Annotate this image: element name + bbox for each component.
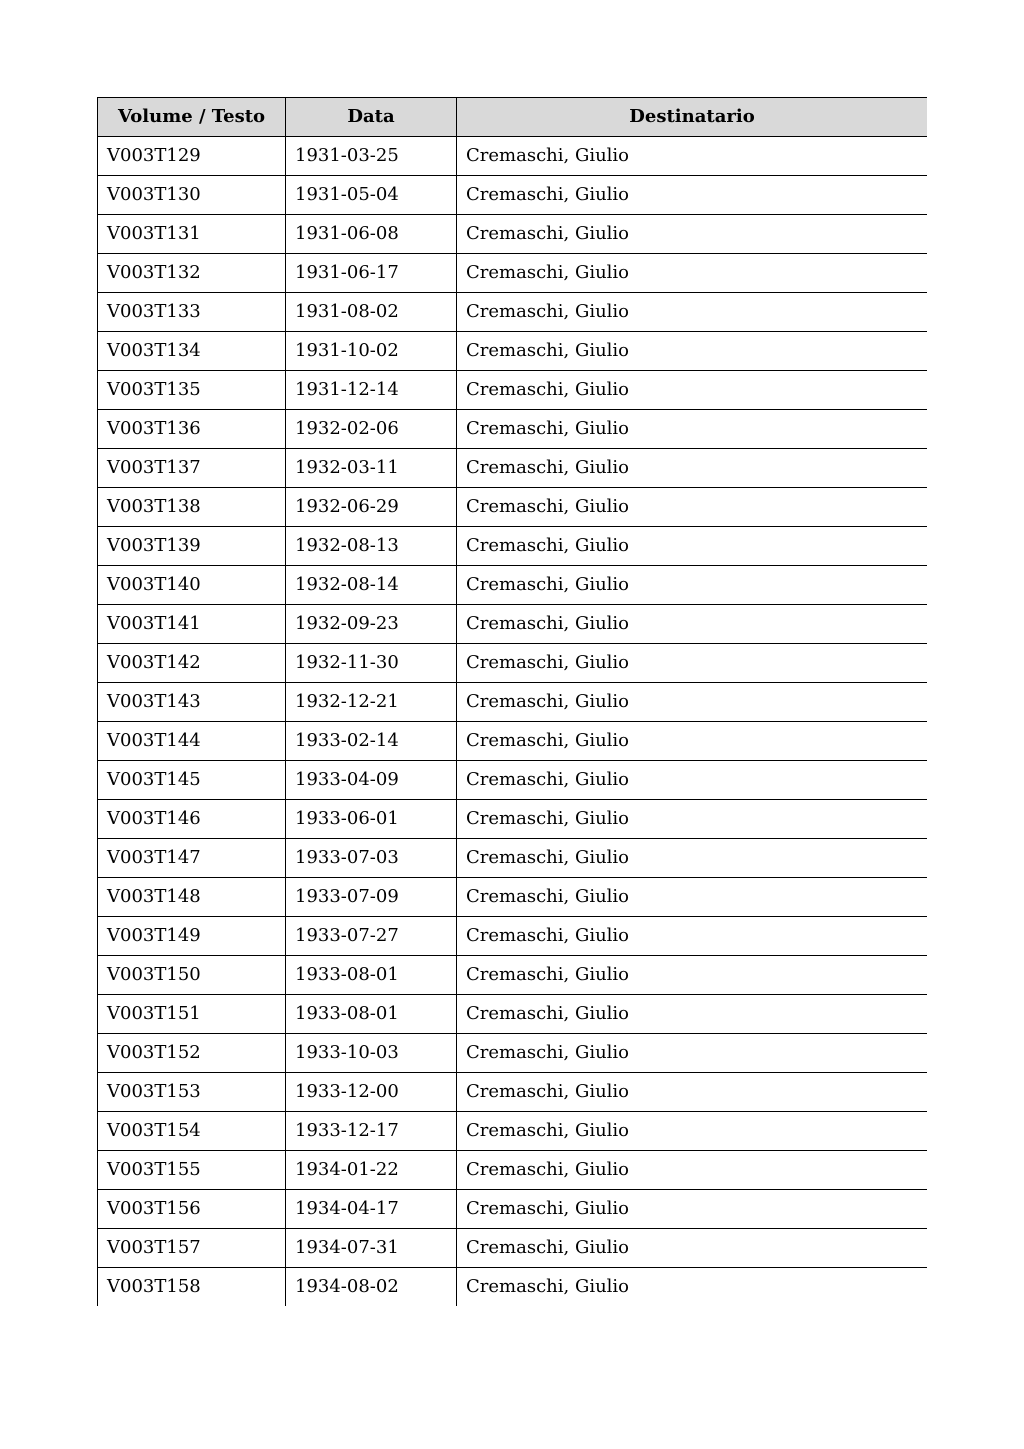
table-row (98, 137, 928, 176)
destinatario-cell: Cremaschi, Giulio (457, 839, 928, 878)
data-cell: 1934-08-02 (286, 1268, 457, 1307)
volume-testo-cell: V003T134 (98, 332, 286, 371)
destinatario-cell: Cremaschi, Giulio (457, 1190, 928, 1229)
data-cell: 1932-12-21 (286, 683, 457, 722)
table-body (98, 137, 928, 1307)
volume-testo-cell: V003T136 (98, 410, 286, 449)
destinatario-cell: Cremaschi, Giulio (457, 410, 928, 449)
table-row (98, 956, 928, 995)
data-cell: 1933-12-00 (286, 1073, 457, 1112)
destinatario-cell: Cremaschi, Giulio (457, 332, 928, 371)
data-cell: 1931-06-08 (286, 215, 457, 254)
destinatario-cell: Cremaschi, Giulio (457, 761, 928, 800)
destinatario-cell: Cremaschi, Giulio (457, 1034, 928, 1073)
volume-testo-cell: V003T158 (98, 1268, 286, 1307)
letters-table (97, 97, 927, 1306)
destinatario-cell: Cremaschi, Giulio (457, 1112, 928, 1151)
table-row (98, 1151, 928, 1190)
destinatario-cell: Cremaschi, Giulio (457, 254, 928, 293)
header-data: Data (286, 98, 457, 137)
data-cell: 1931-06-17 (286, 254, 457, 293)
destinatario-cell: Cremaschi, Giulio (457, 722, 928, 761)
table-row (98, 917, 928, 956)
table-row (98, 176, 928, 215)
data-cell: 1933-06-01 (286, 800, 457, 839)
table-row (98, 371, 928, 410)
volume-testo-cell: V003T138 (98, 488, 286, 527)
destinatario-cell: Cremaschi, Giulio (457, 1073, 928, 1112)
data-cell: 1933-04-09 (286, 761, 457, 800)
volume-testo-cell: V003T141 (98, 605, 286, 644)
destinatario-cell: Cremaschi, Giulio (457, 917, 928, 956)
data-cell: 1932-09-23 (286, 605, 457, 644)
volume-testo-cell: V003T145 (98, 761, 286, 800)
data-cell: 1931-05-04 (286, 176, 457, 215)
destinatario-cell: Cremaschi, Giulio (457, 566, 928, 605)
destinatario-cell: Cremaschi, Giulio (457, 800, 928, 839)
destinatario-cell: Cremaschi, Giulio (457, 293, 928, 332)
volume-testo-cell: V003T135 (98, 371, 286, 410)
data-cell: 1933-02-14 (286, 722, 457, 761)
volume-testo-cell: V003T146 (98, 800, 286, 839)
table-row (98, 722, 928, 761)
volume-testo-cell: V003T144 (98, 722, 286, 761)
volume-testo-cell: V003T156 (98, 1190, 286, 1229)
destinatario-cell: Cremaschi, Giulio (457, 1268, 928, 1307)
destinatario-cell: Cremaschi, Giulio (457, 995, 928, 1034)
table-row (98, 332, 928, 371)
data-cell: 1932-06-29 (286, 488, 457, 527)
volume-testo-cell: V003T154 (98, 1112, 286, 1151)
destinatario-cell: Cremaschi, Giulio (457, 956, 928, 995)
volume-testo-cell: V003T133 (98, 293, 286, 332)
volume-testo-cell: V003T150 (98, 956, 286, 995)
destinatario-cell: Cremaschi, Giulio (457, 605, 928, 644)
header-destinatario: Destinatario (457, 98, 928, 137)
header-volume-testo: Volume / Testo (98, 98, 286, 137)
table-row (98, 1229, 928, 1268)
data-cell: 1932-11-30 (286, 644, 457, 683)
destinatario-cell: Cremaschi, Giulio (457, 371, 928, 410)
table-row (98, 878, 928, 917)
data-cell: 1933-07-03 (286, 839, 457, 878)
data-cell: 1934-07-31 (286, 1229, 457, 1268)
table-row (98, 1190, 928, 1229)
table-row (98, 527, 928, 566)
destinatario-cell: Cremaschi, Giulio (457, 1151, 928, 1190)
data-cell: 1931-08-02 (286, 293, 457, 332)
volume-testo-cell: V003T147 (98, 839, 286, 878)
table-row (98, 1112, 928, 1151)
table-row (98, 488, 928, 527)
destinatario-cell: Cremaschi, Giulio (457, 176, 928, 215)
data-cell: 1933-07-09 (286, 878, 457, 917)
table-row (98, 1073, 928, 1112)
data-cell: 1934-01-22 (286, 1151, 457, 1190)
volume-testo-cell: V003T151 (98, 995, 286, 1034)
destinatario-cell: Cremaschi, Giulio (457, 215, 928, 254)
data-cell: 1932-02-06 (286, 410, 457, 449)
table-row (98, 254, 928, 293)
header-row (98, 98, 928, 137)
volume-testo-cell: V003T143 (98, 683, 286, 722)
volume-testo-cell: V003T152 (98, 1034, 286, 1073)
table-row (98, 293, 928, 332)
data-cell: 1931-03-25 (286, 137, 457, 176)
data-cell: 1932-08-13 (286, 527, 457, 566)
destinatario-cell: Cremaschi, Giulio (457, 878, 928, 917)
volume-testo-cell: V003T142 (98, 644, 286, 683)
volume-testo-cell: V003T140 (98, 566, 286, 605)
table-row (98, 644, 928, 683)
volume-testo-cell: V003T149 (98, 917, 286, 956)
destinatario-cell: Cremaschi, Giulio (457, 137, 928, 176)
table-row (98, 410, 928, 449)
table-row (98, 449, 928, 488)
table-row (98, 215, 928, 254)
volume-testo-cell: V003T132 (98, 254, 286, 293)
volume-testo-cell: V003T130 (98, 176, 286, 215)
volume-testo-cell: V003T153 (98, 1073, 286, 1112)
data-cell: 1933-08-01 (286, 995, 457, 1034)
table-row (98, 566, 928, 605)
letters-table-container (97, 97, 927, 1312)
destinatario-cell: Cremaschi, Giulio (457, 1229, 928, 1268)
destinatario-cell: Cremaschi, Giulio (457, 488, 928, 527)
volume-testo-cell: V003T157 (98, 1229, 286, 1268)
data-cell: 1932-03-11 (286, 449, 457, 488)
destinatario-cell: Cremaschi, Giulio (457, 449, 928, 488)
volume-testo-cell: V003T148 (98, 878, 286, 917)
volume-testo-cell: V003T155 (98, 1151, 286, 1190)
data-cell: 1932-08-14 (286, 566, 457, 605)
data-cell: 1933-08-01 (286, 956, 457, 995)
data-cell: 1933-10-03 (286, 1034, 457, 1073)
data-cell: 1931-10-02 (286, 332, 457, 371)
volume-testo-cell: V003T137 (98, 449, 286, 488)
table-row (98, 800, 928, 839)
volume-testo-cell: V003T139 (98, 527, 286, 566)
destinatario-cell: Cremaschi, Giulio (457, 644, 928, 683)
table-row (98, 839, 928, 878)
table-row (98, 1034, 928, 1073)
data-cell: 1934-04-17 (286, 1190, 457, 1229)
table-header (98, 98, 928, 137)
data-cell: 1933-07-27 (286, 917, 457, 956)
data-cell: 1931-12-14 (286, 371, 457, 410)
table-row (98, 761, 928, 800)
table-row (98, 683, 928, 722)
table-row (98, 1268, 928, 1307)
table-row (98, 605, 928, 644)
data-cell: 1933-12-17 (286, 1112, 457, 1151)
volume-testo-cell: V003T131 (98, 215, 286, 254)
destinatario-cell: Cremaschi, Giulio (457, 527, 928, 566)
table-row (98, 995, 928, 1034)
volume-testo-cell: V003T129 (98, 137, 286, 176)
destinatario-cell: Cremaschi, Giulio (457, 683, 928, 722)
